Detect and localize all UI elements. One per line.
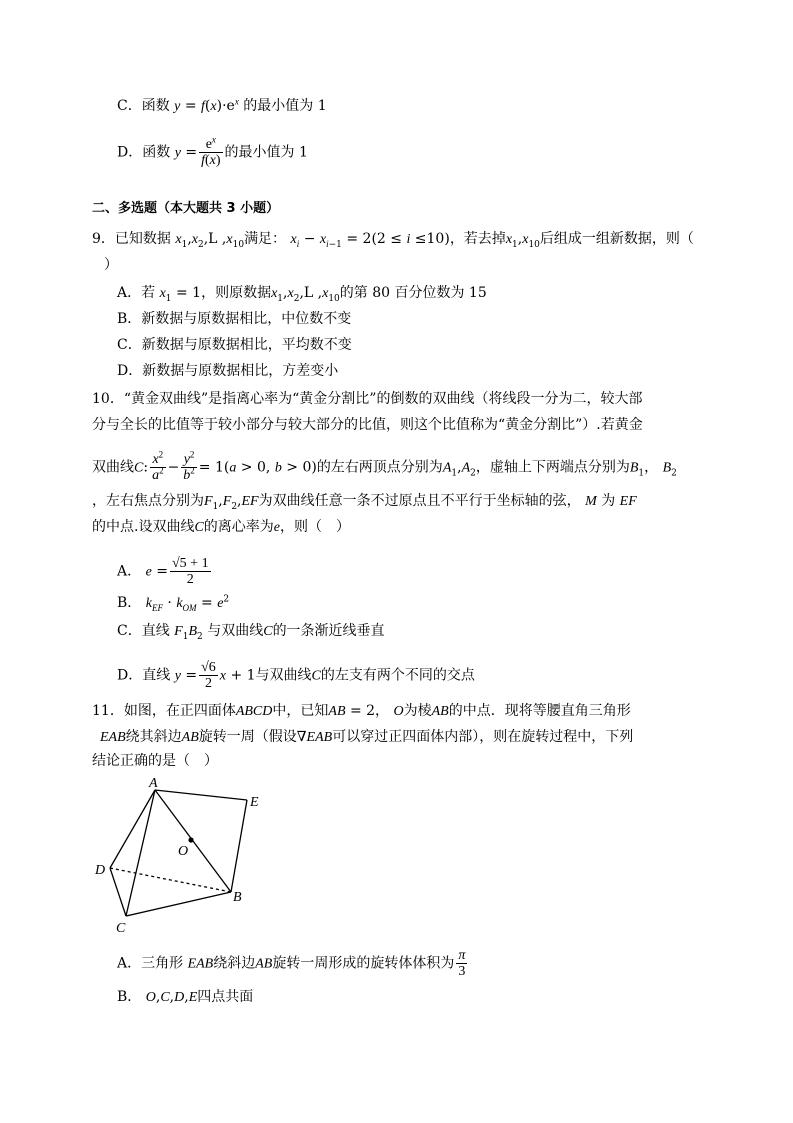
q11-option-b: B． O,C,D,E四点共面 [117, 989, 254, 1005]
q10-line-1: 10．“黄金双曲线”是指离心率为“黄金分割比”的倒数的双曲线（将线段一分为二，较大部 [92, 391, 643, 407]
edge-db-hidden [110, 868, 231, 892]
edge-ad [110, 790, 155, 868]
q9-option-c: C．新数据与原数据相比，平均数不变 [117, 337, 352, 353]
q10-option-b: B． $k_{EF} \cdot k_{OM} = e^2$ [117, 594, 230, 613]
edge-ae [155, 790, 247, 800]
label-a: A [149, 776, 158, 791]
label-o: O [178, 844, 189, 859]
q11-option-a: A．三角形 EAB绕斜边AB旋转一周形成的旋转体体积为 $\frac{\pi}{3}$ [117, 948, 466, 979]
q10-option-c: C．直线 $F_1B_2$ 与双曲线C的一条渐近线垂直 [117, 623, 385, 642]
q10-option-d: D．直线 y = $\frac{√6}{2}$ x + 1与双曲线C的左支有两个不同的交点 [117, 660, 475, 691]
prev-option-d: D．函数 y = $\frac{e^x}{f(x)}$ 的最小值为 1 [117, 134, 308, 168]
point-o [188, 837, 193, 842]
q9-option-a: A．若 $x_1 = 1$，则原数据$x_1,x_2,L$ $,x_{10}$的第 80 百分位数为 15 [117, 285, 487, 304]
q11-line-3: 结论正确的是（ ） [92, 753, 218, 769]
label-e: E [250, 795, 259, 810]
q9-stem-close: ） [104, 257, 118, 273]
edge-eb [231, 800, 247, 892]
q10-line-3: 双曲线C: $\frac{x^2}{a^2}$ − $\frac{y^2}{b^2}$ = 1(a > 0, b > 0)的左右两顶点分别为$A_1,A_2$，虚轴上下两端点分别为$B_1$， $B_2$ [92, 449, 677, 483]
prev-option-c: C．函数 $y = f(x)\cdot e^x$ 的最小值为 1 [117, 96, 327, 114]
label-b: B [233, 890, 242, 905]
q9-stem: 9．已知数据 $x_1,x_2,L$ $,x_{10}$满足： $x_i - x_{i-1} = 2(2 \le i \le 10)$，若去掉$x_1,x_{10}$后组成一组新数据，则（ [92, 231, 694, 250]
q11-line-1: 11．如图，在正四面体ABCD中，已知AB = 2， O为棱AB的中点．现将等腰直角三角形 [92, 703, 631, 719]
fraction: $\frac{e^x}{f(x)}$ [201, 134, 221, 168]
q9-option-d: D．新数据与原数据相比，方差变小 [117, 363, 339, 379]
q9-option-b: B．新数据与原数据相比，中位数不变 [117, 311, 352, 327]
q10-line-2: 分与全长的比值等于较小部分与较大部分的比值，则这个比值称为“黄金分割比”）.若黄金 [92, 417, 643, 433]
q10-line-5: 的中点.设双曲线C的离心率为e，则（ ） [92, 519, 351, 535]
q10-option-a: A． e = $\frac{√5 + 1}{2}$ [117, 556, 209, 587]
section-title: 二、多选题（本大题共 3 小题） [92, 201, 280, 216]
label-d: D [95, 863, 106, 878]
tetrahedron-figure [92, 776, 272, 936]
edge-dc [110, 868, 126, 916]
edge-ac [126, 790, 155, 916]
label-c: C [116, 921, 126, 936]
formula: y [174, 99, 181, 114]
q11-line-2: EAB绕其斜边AB旋转一周（假设∇EAB可以穿过正四面体内部），则在旋转过程中，下列 [100, 729, 634, 745]
q10-line-4: ，左右焦点分别为$F_1,F_2,EF$为双曲线任意一条不过原点且不平行于坐标轴的弦， M 为 EF [92, 493, 637, 512]
edge-cb [126, 892, 231, 916]
